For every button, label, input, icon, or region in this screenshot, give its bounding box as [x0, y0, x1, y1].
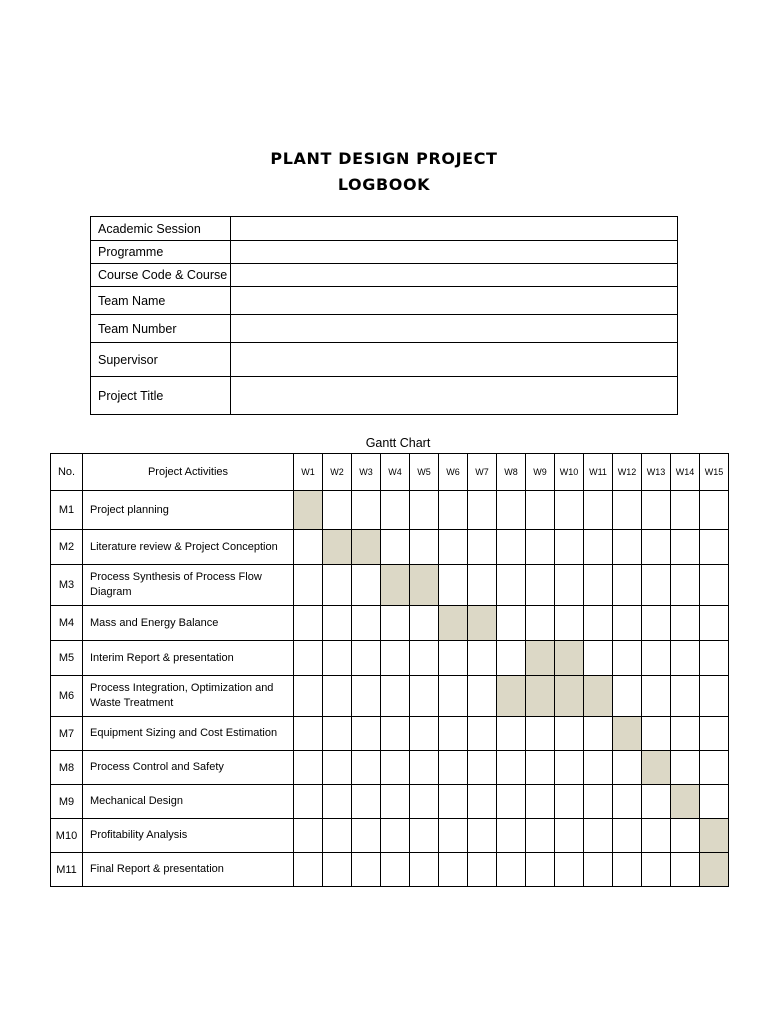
scheduled-week-cell: [526, 676, 555, 717]
week-cell: [352, 853, 381, 887]
week-cell: [294, 751, 323, 785]
week-cell: [439, 819, 468, 853]
week-cell: [497, 641, 526, 676]
week-cell: [700, 491, 729, 530]
activity-name: Mass and Energy Balance: [83, 606, 294, 641]
week-cell: [410, 819, 439, 853]
week-cell: [642, 853, 671, 887]
week-header: W5: [410, 454, 439, 491]
week-cell: [352, 641, 381, 676]
week-cell: [294, 676, 323, 717]
week-cell: [468, 717, 497, 751]
activity-name: Process Synthesis of Process Flow Diagram: [83, 565, 294, 606]
week-cell: [642, 819, 671, 853]
activity-name: Final Report & presentation: [83, 853, 294, 887]
week-cell: [439, 717, 468, 751]
week-cell: [613, 491, 642, 530]
week-cell: [352, 676, 381, 717]
gantt-row: [51, 717, 729, 751]
scheduled-week-cell: [323, 530, 352, 565]
week-cell: [323, 641, 352, 676]
week-cell: [410, 751, 439, 785]
milestone-number: M10: [51, 819, 83, 853]
week-cell: [294, 565, 323, 606]
info-row: [91, 315, 678, 343]
milestone-number: M3: [51, 565, 83, 606]
week-cell: [439, 853, 468, 887]
week-cell: [294, 853, 323, 887]
week-header: W15: [700, 454, 729, 491]
week-cell: [410, 853, 439, 887]
document-title-line-2: LOGBOOK: [337, 175, 431, 194]
week-cell: [671, 491, 700, 530]
week-cell: [468, 491, 497, 530]
week-cell: [381, 853, 410, 887]
info-row: [91, 264, 678, 287]
week-cell: [381, 641, 410, 676]
week-cell: [671, 676, 700, 717]
week-cell: [381, 676, 410, 717]
week-cell: [613, 751, 642, 785]
week-header: W1: [294, 454, 323, 491]
header-project-activities: Project Activities: [83, 454, 294, 491]
week-cell: [584, 853, 613, 887]
milestone-number: M9: [51, 785, 83, 819]
activity-name: Process Control and Safety: [83, 751, 294, 785]
scheduled-week-cell: [671, 785, 700, 819]
week-cell: [555, 606, 584, 641]
week-cell: [526, 606, 555, 641]
gantt-row: [51, 853, 729, 887]
week-cell: [526, 853, 555, 887]
week-cell: [294, 717, 323, 751]
week-cell: [323, 853, 352, 887]
week-cell: [555, 819, 584, 853]
week-cell: [468, 565, 497, 606]
week-cell: [381, 751, 410, 785]
week-cell: [439, 530, 468, 565]
scheduled-week-cell: [439, 606, 468, 641]
week-cell: [468, 641, 497, 676]
week-cell: [497, 785, 526, 819]
week-cell: [497, 530, 526, 565]
activity-name: Equipment Sizing and Cost Estimation: [83, 717, 294, 751]
week-cell: [294, 530, 323, 565]
week-cell: [526, 491, 555, 530]
week-cell: [642, 641, 671, 676]
week-cell: [323, 751, 352, 785]
week-cell: [352, 565, 381, 606]
info-value-field[interactable]: [231, 264, 678, 287]
week-cell: [642, 491, 671, 530]
week-cell: [584, 717, 613, 751]
info-value-field[interactable]: [231, 377, 678, 415]
scheduled-week-cell: [294, 491, 323, 530]
week-cell: [671, 751, 700, 785]
header-no: No.: [51, 454, 83, 491]
info-row: [91, 241, 678, 264]
week-cell: [439, 641, 468, 676]
week-cell: [526, 717, 555, 751]
week-cell: [613, 606, 642, 641]
week-cell: [439, 676, 468, 717]
week-cell: [381, 606, 410, 641]
week-cell: [294, 641, 323, 676]
week-cell: [613, 785, 642, 819]
gantt-row: [51, 751, 729, 785]
week-cell: [613, 853, 642, 887]
scheduled-week-cell: [555, 641, 584, 676]
activity-name: Project planning: [83, 491, 294, 530]
week-header: W6: [439, 454, 468, 491]
week-cell: [352, 491, 381, 530]
week-cell: [700, 785, 729, 819]
scheduled-week-cell: [642, 751, 671, 785]
info-row: [91, 377, 678, 415]
week-cell: [497, 717, 526, 751]
week-cell: [497, 565, 526, 606]
document-title-line-1: PLANT DESIGN PROJECT: [270, 149, 498, 168]
week-cell: [352, 785, 381, 819]
week-cell: [700, 717, 729, 751]
milestone-number: M4: [51, 606, 83, 641]
scheduled-week-cell: [468, 606, 497, 641]
gantt-row: [51, 491, 729, 530]
week-cell: [497, 606, 526, 641]
week-cell: [323, 676, 352, 717]
week-cell: [468, 751, 497, 785]
week-cell: [584, 606, 613, 641]
activity-name: Mechanical Design: [83, 785, 294, 819]
gantt-row: [51, 785, 729, 819]
week-cell: [410, 785, 439, 819]
week-cell: [323, 819, 352, 853]
week-cell: [526, 819, 555, 853]
week-cell: [468, 530, 497, 565]
week-cell: [526, 530, 555, 565]
week-cell: [381, 819, 410, 853]
week-cell: [410, 641, 439, 676]
week-cell: [555, 491, 584, 530]
gantt-row: [51, 641, 729, 676]
week-cell: [439, 785, 468, 819]
week-cell: [410, 717, 439, 751]
week-header: W12: [613, 454, 642, 491]
week-header: W14: [671, 454, 700, 491]
week-cell: [294, 819, 323, 853]
week-cell: [555, 530, 584, 565]
week-cell: [381, 491, 410, 530]
week-cell: [584, 785, 613, 819]
week-header: W7: [468, 454, 497, 491]
week-cell: [439, 565, 468, 606]
week-header: W8: [497, 454, 526, 491]
week-cell: [410, 676, 439, 717]
activity-name: Process Integration, Optimization and Waste Treatment: [83, 676, 294, 717]
week-cell: [381, 530, 410, 565]
week-cell: [613, 676, 642, 717]
scheduled-week-cell: [700, 853, 729, 887]
week-cell: [381, 717, 410, 751]
week-cell: [700, 751, 729, 785]
week-header: W2: [323, 454, 352, 491]
week-cell: [323, 606, 352, 641]
week-cell: [555, 751, 584, 785]
week-cell: [671, 565, 700, 606]
week-cell: [352, 751, 381, 785]
scheduled-week-cell: [352, 530, 381, 565]
activity-name: Interim Report & presentation: [83, 641, 294, 676]
week-cell: [555, 717, 584, 751]
info-value-field[interactable]: [231, 241, 678, 264]
milestone-number: M11: [51, 853, 83, 887]
info-label: Team Name: [91, 287, 231, 315]
scheduled-week-cell: [613, 717, 642, 751]
week-cell: [584, 565, 613, 606]
info-label: Programme: [91, 241, 231, 264]
week-cell: [555, 565, 584, 606]
info-label: Supervisor: [91, 343, 231, 377]
week-cell: [323, 565, 352, 606]
week-cell: [700, 641, 729, 676]
week-cell: [613, 565, 642, 606]
week-cell: [439, 491, 468, 530]
week-cell: [294, 785, 323, 819]
info-row: [91, 217, 678, 241]
week-cell: [584, 641, 613, 676]
week-cell: [584, 530, 613, 565]
week-cell: [323, 717, 352, 751]
week-cell: [410, 491, 439, 530]
info-value-field[interactable]: [231, 343, 678, 377]
milestone-number: M1: [51, 491, 83, 530]
week-cell: [700, 530, 729, 565]
milestone-number: M2: [51, 530, 83, 565]
week-cell: [642, 565, 671, 606]
week-cell: [584, 819, 613, 853]
week-cell: [439, 751, 468, 785]
week-cell: [497, 853, 526, 887]
week-cell: [323, 491, 352, 530]
week-cell: [352, 819, 381, 853]
week-cell: [294, 606, 323, 641]
week-header: W4: [381, 454, 410, 491]
week-cell: [468, 676, 497, 717]
week-cell: [497, 491, 526, 530]
info-value-field[interactable]: [231, 287, 678, 315]
gantt-header-row: [51, 454, 729, 491]
week-cell: [468, 819, 497, 853]
week-cell: [497, 819, 526, 853]
info-label: Project Title: [91, 377, 231, 415]
week-cell: [526, 785, 555, 819]
info-value-field[interactable]: [231, 315, 678, 343]
project-info-table: [90, 216, 678, 415]
info-label: Course Code & Course: [91, 264, 231, 287]
info-label: Team Number: [91, 315, 231, 343]
week-cell: [352, 606, 381, 641]
week-cell: [642, 676, 671, 717]
week-header: W3: [352, 454, 381, 491]
week-cell: [526, 565, 555, 606]
week-cell: [526, 751, 555, 785]
milestone-number: M8: [51, 751, 83, 785]
activity-name: Profitability Analysis: [83, 819, 294, 853]
scheduled-week-cell: [381, 565, 410, 606]
week-cell: [642, 606, 671, 641]
week-cell: [671, 717, 700, 751]
week-cell: [497, 751, 526, 785]
milestone-number: M7: [51, 717, 83, 751]
week-cell: [323, 785, 352, 819]
scheduled-week-cell: [700, 819, 729, 853]
activity-name: Literature review & Project Conception: [83, 530, 294, 565]
week-cell: [671, 606, 700, 641]
info-row: [91, 343, 678, 377]
week-cell: [671, 853, 700, 887]
week-cell: [410, 606, 439, 641]
week-cell: [555, 785, 584, 819]
week-header: W10: [555, 454, 584, 491]
week-cell: [584, 491, 613, 530]
info-label: Academic Session: [91, 217, 231, 241]
week-cell: [613, 641, 642, 676]
week-cell: [410, 530, 439, 565]
gantt-chart-caption: Gantt Chart: [365, 436, 431, 450]
week-header: W9: [526, 454, 555, 491]
scheduled-week-cell: [584, 676, 613, 717]
week-cell: [352, 717, 381, 751]
info-row: [91, 287, 678, 315]
week-header: W13: [642, 454, 671, 491]
gantt-row: [51, 565, 729, 606]
scheduled-week-cell: [526, 641, 555, 676]
week-cell: [468, 853, 497, 887]
week-cell: [671, 819, 700, 853]
gantt-chart-table: [50, 453, 729, 887]
week-cell: [671, 641, 700, 676]
gantt-row: [51, 530, 729, 565]
week-cell: [584, 751, 613, 785]
week-cell: [613, 819, 642, 853]
scheduled-week-cell: [410, 565, 439, 606]
week-cell: [700, 606, 729, 641]
scheduled-week-cell: [555, 676, 584, 717]
week-cell: [700, 565, 729, 606]
week-cell: [700, 676, 729, 717]
week-cell: [642, 785, 671, 819]
info-value-field[interactable]: [231, 217, 678, 241]
milestone-number: M6: [51, 676, 83, 717]
gantt-row: [51, 819, 729, 853]
week-cell: [555, 853, 584, 887]
scheduled-week-cell: [497, 676, 526, 717]
week-cell: [468, 785, 497, 819]
week-cell: [642, 717, 671, 751]
milestone-number: M5: [51, 641, 83, 676]
week-cell: [671, 530, 700, 565]
week-cell: [613, 530, 642, 565]
week-header: W11: [584, 454, 613, 491]
week-cell: [381, 785, 410, 819]
week-cell: [642, 530, 671, 565]
gantt-row: [51, 606, 729, 641]
gantt-row: [51, 676, 729, 717]
